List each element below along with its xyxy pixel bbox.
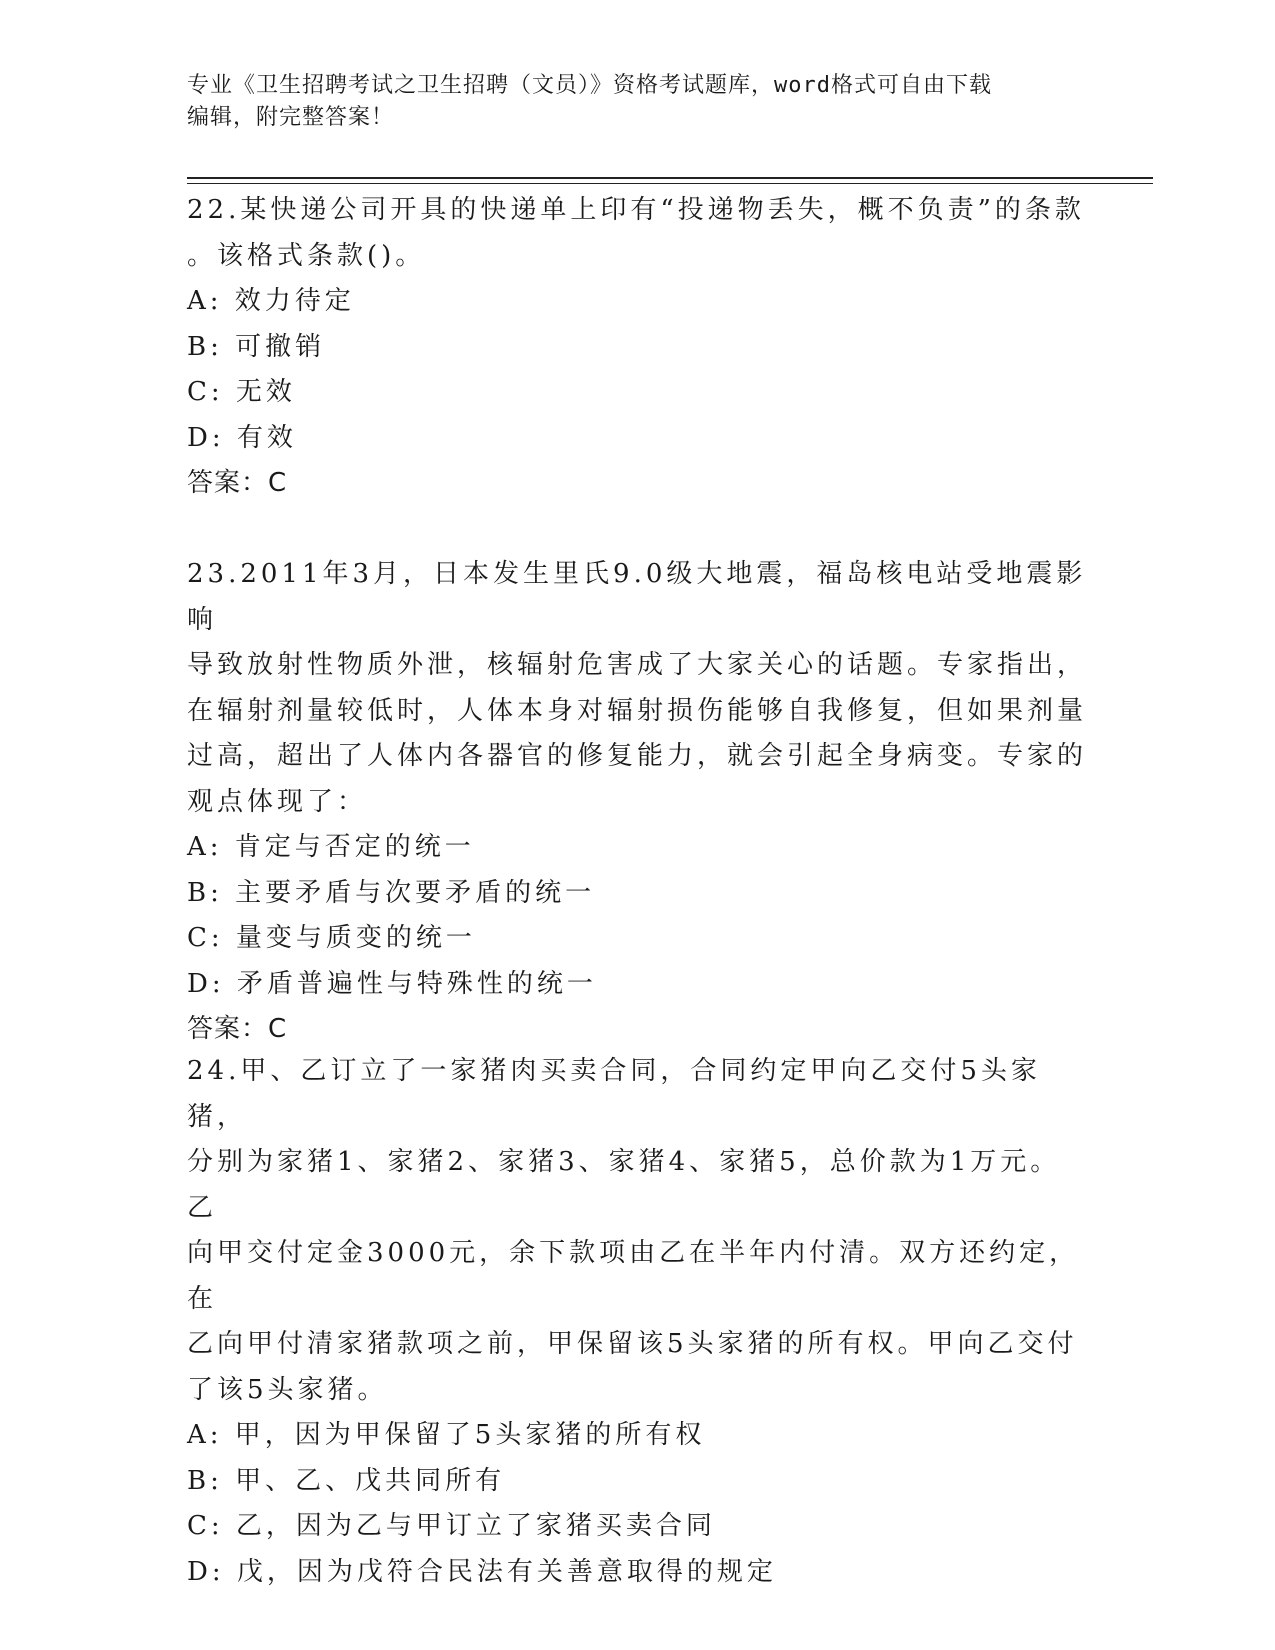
document-header — [187, 70, 1087, 134]
question-stem-line: 向甲交付定金3000元，余下款项由乙在半年内付清。双方还约定，在 — [187, 1238, 1080, 1314]
question-stem-line: 22.某快递公司开具的快递单上印有“投递物丢失，概不负责”的条款 — [187, 195, 1085, 225]
question-24 — [187, 1049, 1087, 1595]
question-22 — [187, 188, 1087, 507]
option-a: A: 肯定与否定的统一 — [187, 832, 475, 862]
option-c: C: 无效 — [187, 377, 296, 407]
option-d: D: 有效 — [187, 422, 297, 453]
question-23 — [187, 552, 1087, 1053]
option-a: A: 效力待定 — [187, 286, 355, 316]
question-stem-line: 观点体现了： — [187, 786, 368, 817]
question-stem-line: 在辐射剂量较低时，人体本身对辐射损伤能够自我修复，但如果剂量 — [187, 695, 1088, 726]
question-stem-line: 过高，超出了人体内各器官的修复能力，就会引起全身病变。专家的 — [187, 741, 1088, 771]
question-stem-line: 。该格式条款()。 — [187, 240, 426, 271]
header-divider-thick — [187, 177, 1153, 179]
option-b: B: 可撤销 — [187, 331, 326, 362]
answer: 答案：C — [187, 468, 288, 498]
question-stem-line: 分别为家猪1、家猪2、家猪3、家猪4、家猪5，总价款为1万元。乙 — [187, 1147, 1061, 1223]
option-d: D: 戊，因为戊符合民法有关善意取得的规定 — [187, 1556, 777, 1587]
header-line-1: 专业《卫生招聘考试之卫生招聘（文员）》资格考试题库，word格式可自由下载 — [187, 73, 992, 98]
header-line-2: 编辑，附完整答案！ — [187, 105, 395, 130]
question-stem-line: 了该5头家猪。 — [187, 1374, 388, 1405]
option-b: B: 主要矛盾与次要矛盾的统一 — [187, 877, 596, 908]
answer: 答案：C — [187, 1014, 288, 1044]
option-b: B: 甲、乙、戊共同所有 — [187, 1465, 506, 1496]
question-stem-line: 24.甲、乙订立了一家猪肉买卖合同，合同约定甲向乙交付5头家猪， — [187, 1056, 1041, 1132]
option-a: A: 甲，因为甲保留了5头家猪的所有权 — [187, 1420, 706, 1450]
question-stem-line: 23.2011年3月，日本发生里氏9.0级大地震，福岛核电站受地震影响 — [187, 559, 1087, 635]
option-c: C: 量变与质变的统一 — [187, 923, 476, 953]
question-stem-line: 乙向甲付清家猪款项之前，甲保留该5头家猪的所有权。甲向乙交付 — [187, 1329, 1078, 1359]
question-stem-line: 导致放射性物质外泄，核辐射危害成了大家关心的话题。专家指出， — [187, 650, 1088, 680]
option-d: D: 矛盾普遍性与特殊性的统一 — [187, 968, 597, 999]
option-c: C: 乙，因为乙与甲订立了家猪买卖合同 — [187, 1511, 716, 1541]
header-divider-thin — [187, 183, 1153, 184]
